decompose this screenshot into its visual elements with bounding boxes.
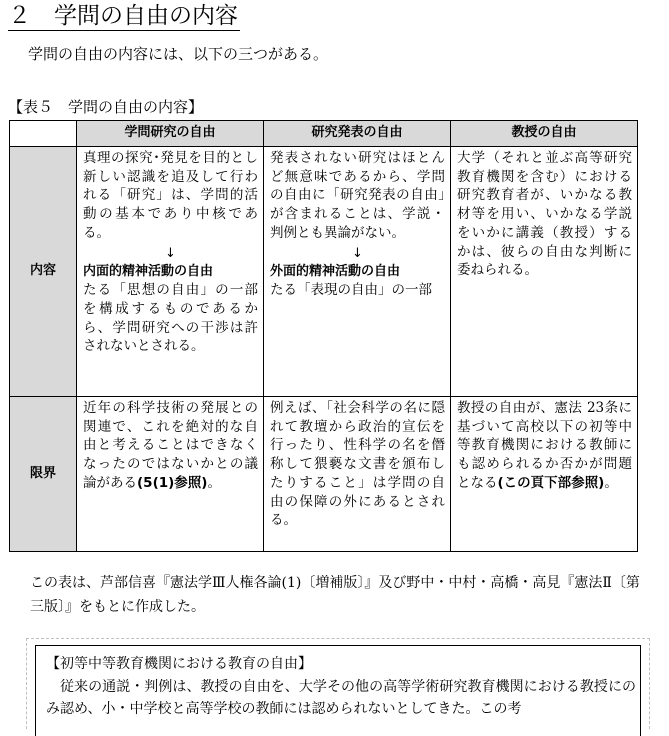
header-teaching-freedom: 教授の自由 bbox=[451, 121, 638, 147]
table-header-row bbox=[10, 121, 638, 147]
cell-text: 教授の自由が、憲法 23条に基づいて高校以下の初等中等教育機関における教師にも認められるか否かが問題となる bbox=[457, 400, 632, 491]
cell-text: 真理の探究･発見を目的とし新しい認識を追及して行われる「研究」は、学問的活動の基本であり中核である。 bbox=[83, 150, 258, 241]
cell-text-end: 。 bbox=[604, 474, 618, 491]
column-box-outer bbox=[26, 638, 650, 729]
row-label-limits: 限界 bbox=[10, 397, 77, 552]
cell-teaching-content bbox=[451, 147, 638, 397]
down-arrow-icon: ↓ bbox=[165, 245, 176, 261]
cell-text-after: たる「思想の自由」の一部を構成するものであるから、学問研究への干渉は許されないとされる。 bbox=[83, 282, 258, 355]
cell-text: 大学（それと並ぶ高等研究教育機関を含む）における研究教育者が、いかなる教材等を用い、いかなる学説をいかに講義（教授）するかは、彼らの自由な判断に委ねられる。 bbox=[457, 150, 632, 279]
header-corner bbox=[10, 121, 77, 147]
cell-publication-content bbox=[264, 147, 451, 397]
cell-publication-limits bbox=[264, 397, 451, 552]
table-caption: 【表５ 学問の自由の内容】 bbox=[8, 98, 204, 116]
header-research-freedom: 学問研究の自由 bbox=[77, 121, 264, 147]
box-text: 従来の通説・判例は、教授の自由を、大学その他の高等学術研究教育機関における教授にのみ認め、小・中学校と高等学校の教師には認められないとしてきた。この考 bbox=[46, 679, 636, 717]
cell-subhead: 内面的精神活動の自由 bbox=[83, 263, 214, 279]
intro-text: 学問の自由の内容には、以下の三つがある。 bbox=[28, 45, 329, 63]
cell-teaching-limits bbox=[451, 397, 638, 552]
cell-text-end: 。 bbox=[207, 474, 221, 491]
table-row-limits bbox=[10, 397, 638, 552]
cell-reference: (5(1)参照) bbox=[137, 474, 208, 491]
freedom-of-learning-table bbox=[9, 120, 638, 552]
cell-research-content bbox=[77, 147, 264, 397]
cell-text: 近年の科学技術の発展との関連で、これを絶対的な自由と考えることはできなくなったのではないかとの議論がある bbox=[83, 400, 258, 491]
source-note: この表は、芦部信喜『憲法学Ⅲ人権各論(1)〔増補版〕』及び野中・中村・高橋・高見『憲法Ⅱ〔第三版〕』をもとに作成した。 bbox=[30, 575, 640, 615]
cell-text: 発表されない研究はほとんど無意味であるから、学問の自由に「研究発表の自由」が含まれることは、学説・判例とも異論がない。 bbox=[270, 150, 445, 241]
row-label-content: 内容 bbox=[10, 147, 77, 397]
header-publication-freedom: 研究発表の自由 bbox=[264, 121, 451, 147]
cell-text: 例えば、「社会科学の名に隠れて教壇から政治的宣伝を行ったり、性科学の名を僭称して猥褻な文書を頒布したりすること」は学問の自由の保障の外にあるとされる。 bbox=[270, 400, 445, 529]
cell-research-limits bbox=[77, 397, 264, 552]
cell-text-after: たる「表現の自由」の一部 bbox=[270, 282, 432, 299]
box-title: 【初等中等教育機関における教育の自由】 bbox=[46, 656, 312, 672]
table-row-content bbox=[10, 147, 638, 397]
down-arrow-icon: ↓ bbox=[352, 245, 363, 261]
cell-subhead: 外面的精神活動の自由 bbox=[270, 263, 401, 279]
cell-reference: (この頁下部参照) bbox=[497, 474, 605, 491]
section-heading: ２ 学問の自由の内容 bbox=[8, 3, 238, 29]
column-box bbox=[35, 645, 641, 736]
